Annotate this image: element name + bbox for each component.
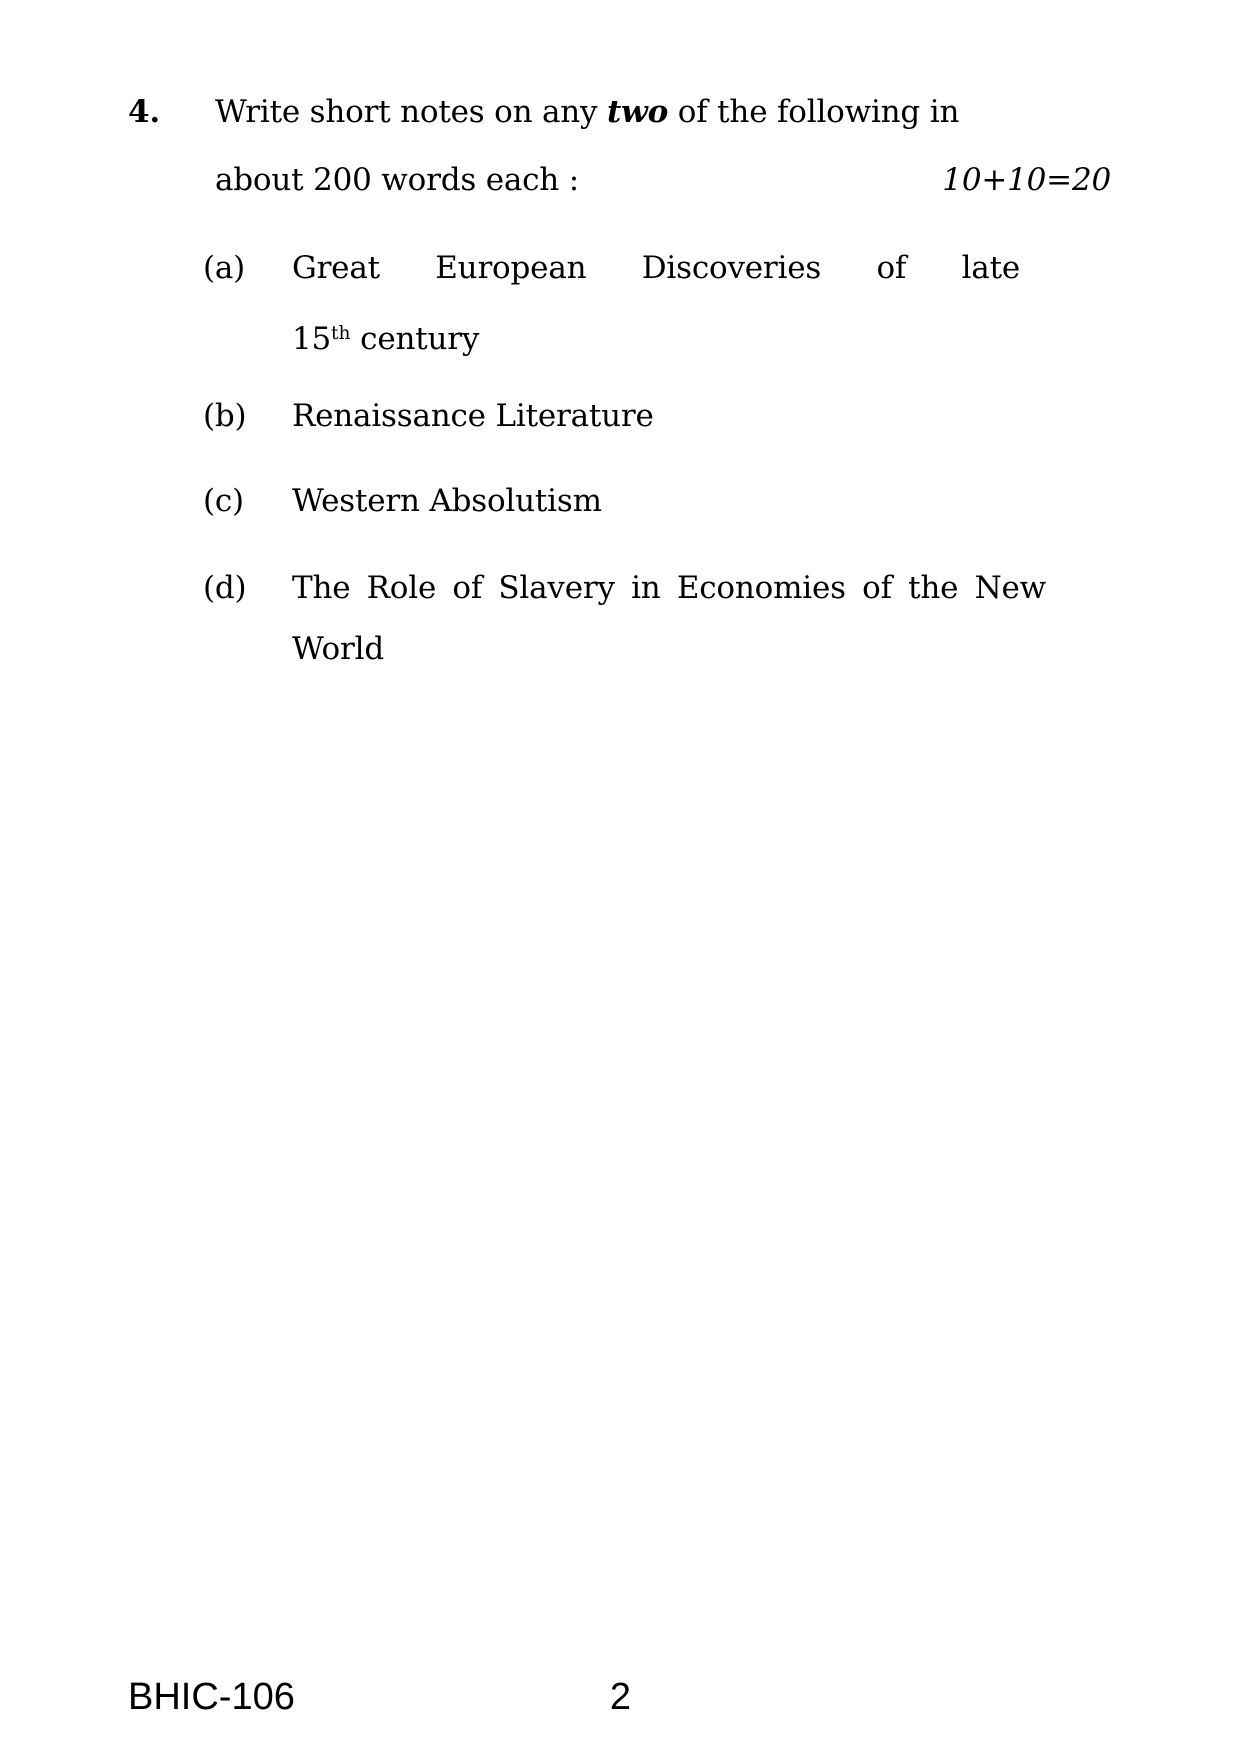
marks-allocation: 10+10=20 <box>942 162 1111 198</box>
sub-question-a-line2 <box>292 317 479 356</box>
question-text-line1 <box>215 96 959 129</box>
question-line1-suffix: of the following in <box>668 94 960 130</box>
sub-question-a-line1: Great European Discoveries of late <box>292 252 1020 286</box>
sub-question-a-line2-rest: century <box>350 321 480 358</box>
sub-question-b-label: (b) <box>203 398 247 434</box>
sub-question-c-line1: Western Absolutism <box>292 483 602 519</box>
question-number: 4. <box>128 94 160 130</box>
sub-question-a-ordinal-superscript: th <box>331 323 351 344</box>
sub-question-d-label: (d) <box>203 570 247 606</box>
question-text-line2: about 200 words each : <box>215 162 579 198</box>
footer-page-number: 2 <box>609 1676 632 1718</box>
sub-question-a-line2-base: 15 <box>292 321 332 358</box>
footer-course-code: BHIC-106 <box>128 1676 295 1718</box>
sub-question-b-line1: Renaissance Literature <box>292 398 654 434</box>
sub-question-d-line1: The Role of Slavery in Economies of the New <box>292 572 1046 606</box>
sub-question-c-label: (c) <box>203 483 244 519</box>
sub-question-d-line2: World <box>292 631 385 667</box>
sub-question-a-label: (a) <box>203 250 246 286</box>
question-line1-prefix: Write short notes on any <box>215 94 608 130</box>
question-line1-emphasis: two <box>607 94 669 130</box>
